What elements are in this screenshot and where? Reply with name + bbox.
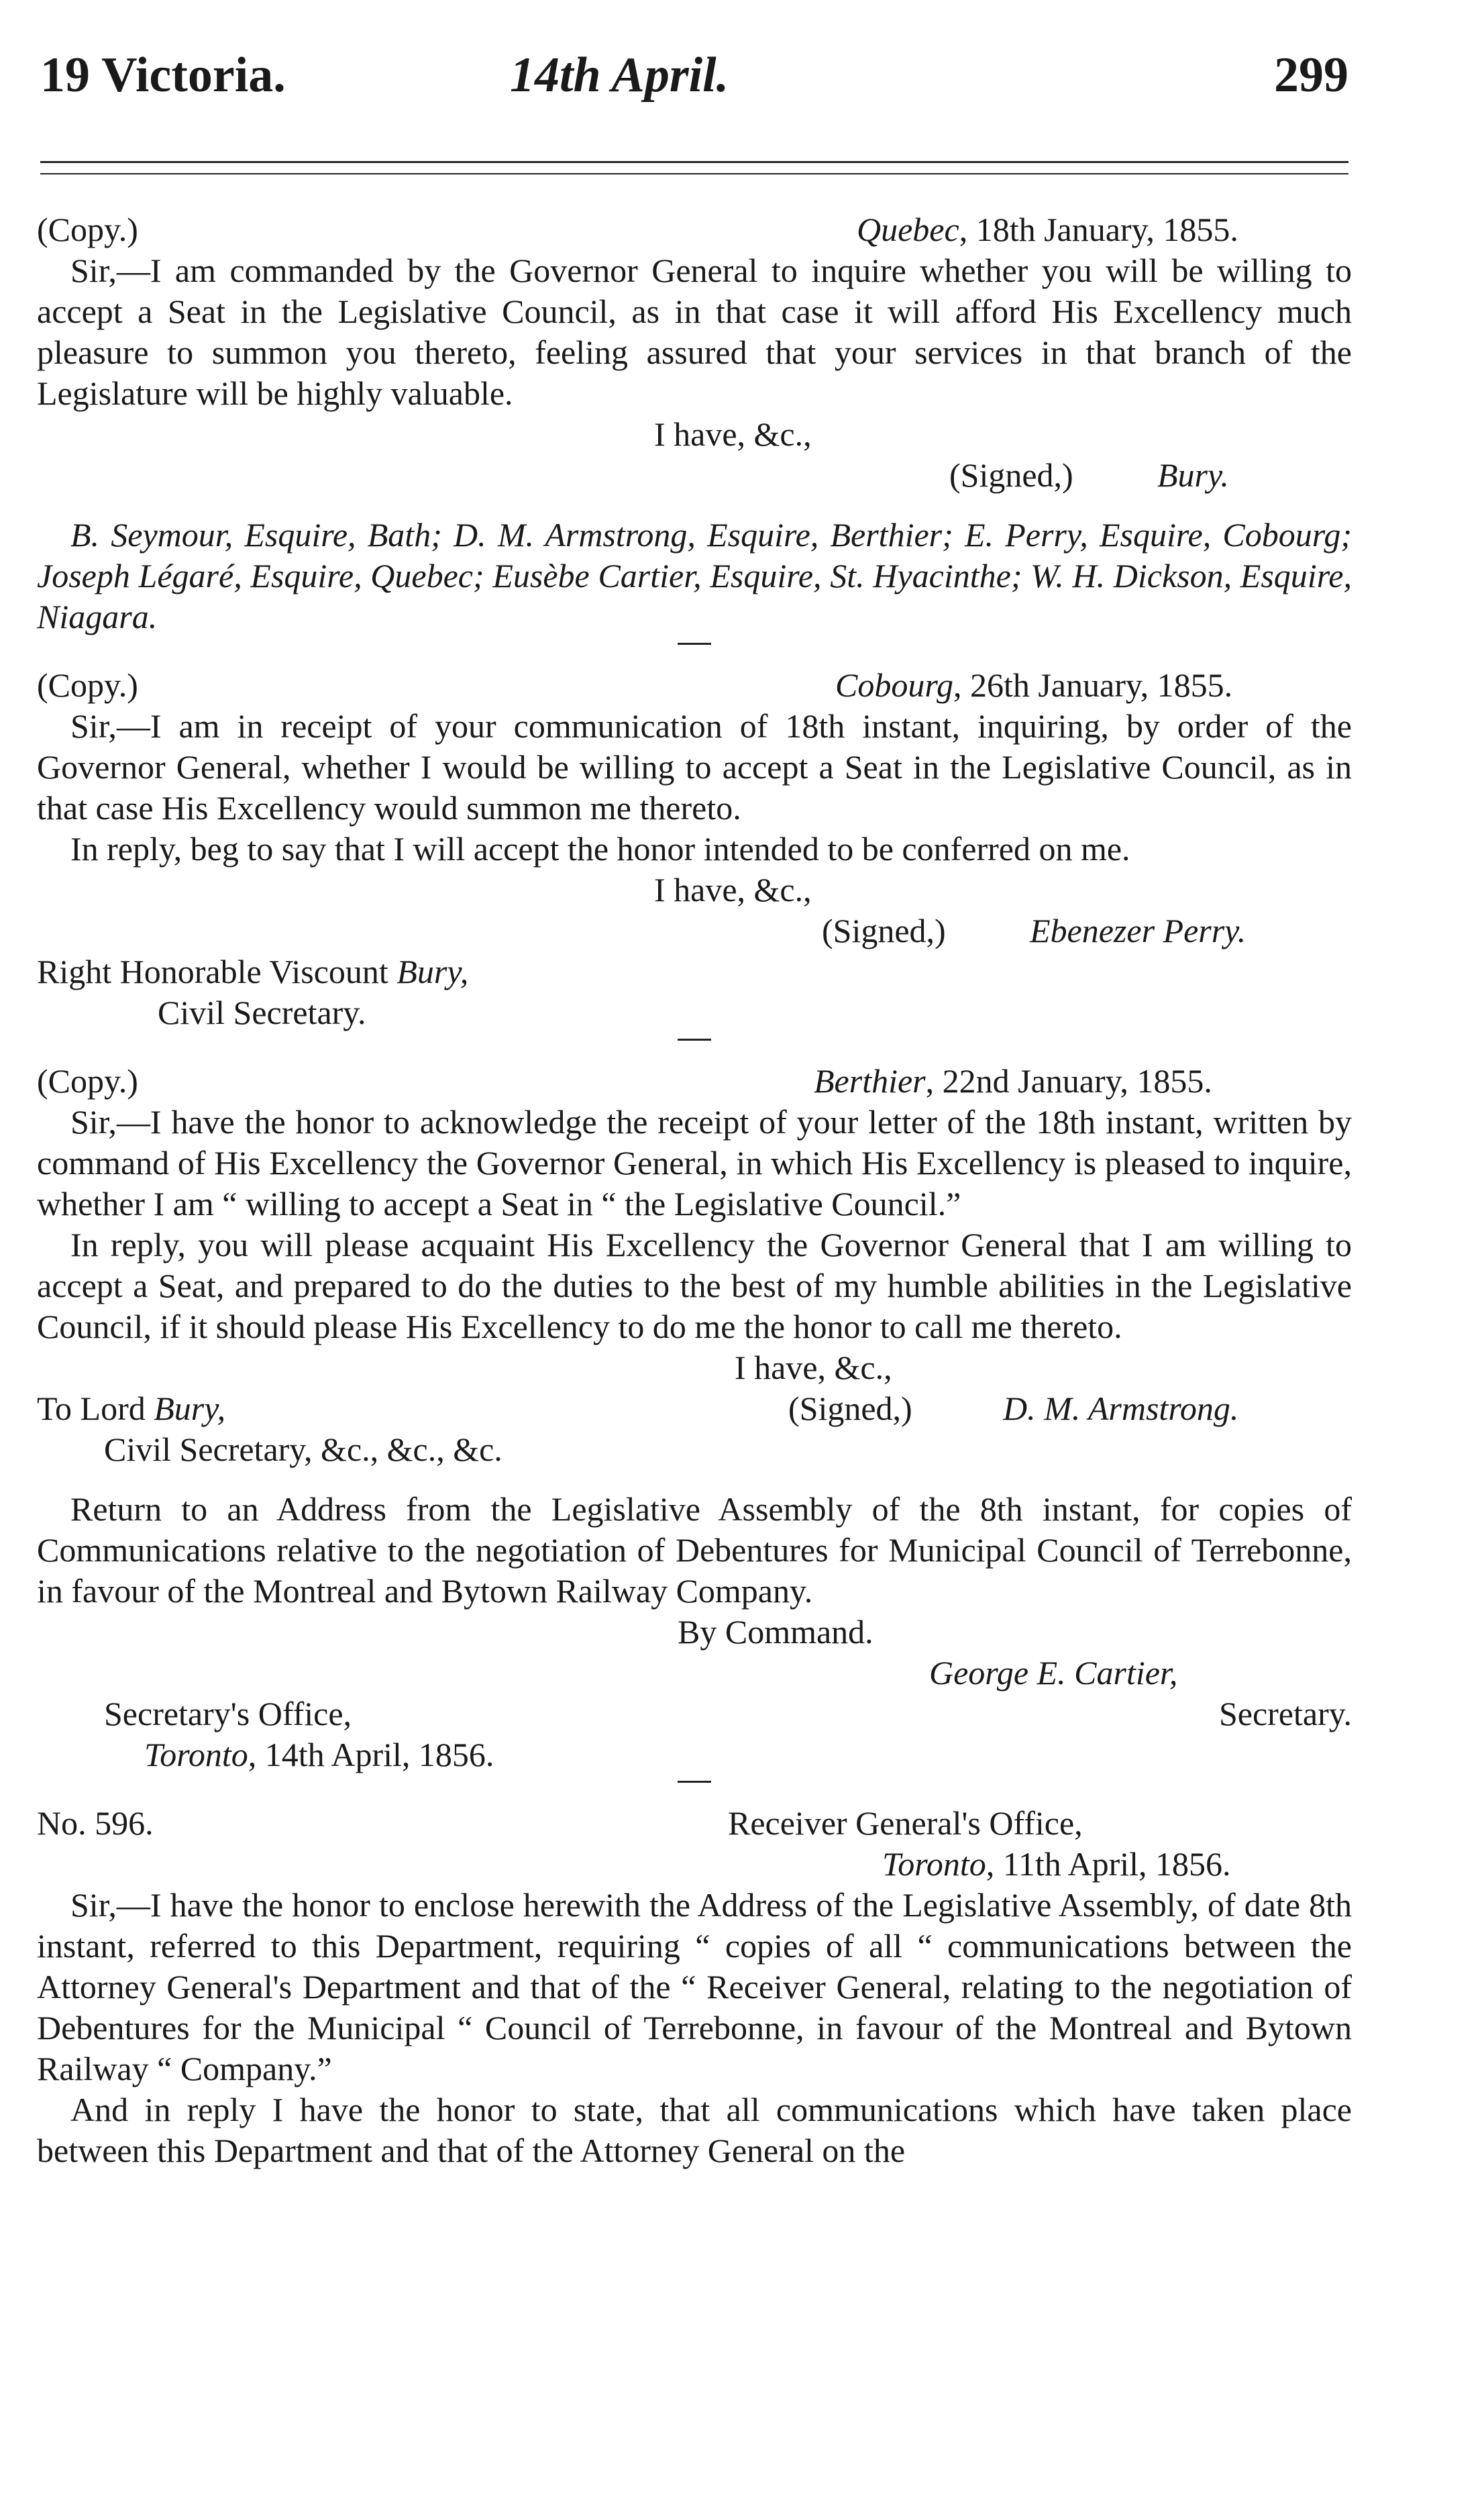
letter1-heading — [37, 209, 1352, 250]
letter2-signatory: Ebenezer Perry. — [1030, 912, 1247, 949]
letter4-reply: And in reply I have the honor to state, that all communications which have taken place between this Department and that of the Attorney General on the — [37, 2091, 1352, 2169]
secretarys-office: Secretary's Office, — [104, 1695, 352, 1732]
document-body — [37, 209, 1352, 2171]
letter3-body: Sir,—I have the honor to acknowledge the receipt of your letter of the 18th instant, written by command of His Excellency the Governor General, in which His Excellency is pleased to inquire, whether I am “ willing to accept a Seat in “ the Legislative Council.” — [37, 1103, 1352, 1223]
letter3-signed: (Signed,) — [788, 1390, 912, 1427]
page-header — [40, 47, 1348, 127]
section-divider — [678, 643, 711, 645]
letter3-to: To Lord Bury, — [37, 1390, 226, 1427]
copy-label: (Copy.) — [37, 1062, 138, 1100]
letter1-signatory: Bury. — [1157, 456, 1229, 494]
letter3-heading — [37, 1061, 1352, 1102]
letter1-signed: (Signed,) — [949, 456, 1073, 494]
letter2-closing: I have, &c., — [654, 871, 812, 908]
letter3-reply: In reply, you will please acquaint His Excellency the Governor General that I am willing to accept a Seat, and prepared to do the duties to the best of my humble abilities in the Legislative Council, if it should please His Excellency to do me the honor to call me thereto. — [37, 1226, 1352, 1345]
letter1-addressees: B. Seymour, Esquire, Bath; D. M. Armstrong, Esquire, Berthier; E. Perry, Esquire, Cobourg; Joseph Légaré, Esquire, Quebec; Eusèbe Cartier, Esquire, St. Hyacinthe; W. H. Dickson, Esquire, Niagara. — [37, 516, 1352, 635]
by-command: By Command. — [678, 1613, 873, 1651]
letter3-signatory: D. M. Armstrong. — [1003, 1390, 1239, 1427]
letter2-body: Sir,—I am in receipt of your communication of 18th instant, inquiring, by order of the Governor General, whether I would be willing to accept a Seat in the Legislative Council, as in that case His Excellency would summon me thereto. — [37, 707, 1352, 827]
letter2-dateline: Cobourg, 26th January, 1855. — [835, 666, 1233, 704]
letter2-heading — [37, 665, 1352, 706]
letter3-dateline: Berthier, 22nd January, 1855. — [814, 1062, 1212, 1100]
header-rule-secondary — [40, 173, 1348, 174]
return-signatory: George E. Cartier, — [929, 1654, 1178, 1692]
letter2-addressee-title: Civil Secretary. — [158, 994, 366, 1031]
letter1-closing: I have, &c., — [654, 415, 812, 453]
header-date: 14th April. — [510, 48, 729, 103]
section-divider — [678, 1781, 711, 1783]
letter4-body: Sir,—I have the honor to enclose herewith the Address of the Legislative Assembly, of date 8th instant, referred to this Department, requiring “ copies of all “ communications between the Attorney General's Department and that of the “ Receiver General, relating to the negotiation of Debentures for the Municipal “ Council of Terrebonne, in favour of the Montreal and Bytown Railway “ Company.” — [37, 1886, 1352, 2087]
office-dateline: Toronto, 14th April, 1856. — [144, 1736, 494, 1773]
letter-number: No. 596. — [37, 1804, 154, 1842]
letter1-body: Sir,—I am commanded by the Governor General to inquire whether you will be willing to accept a Seat in the Legislative Council, as in that case it will afford His Excellency much pleasure to summon you thereto, feeling assured that your services in that branch of the Legislature will be highly valuable. — [37, 252, 1352, 412]
letter1-dateline: Quebec, 18th January, 1855. — [857, 211, 1238, 248]
header-reign-year: 19 Victoria. — [40, 48, 286, 103]
secretary-title: Secretary. — [1218, 1695, 1352, 1732]
section-divider — [678, 1039, 711, 1041]
letter3-to-title: Civil Secretary, &c., &c., &c. — [104, 1431, 502, 1468]
letter2-signed: (Signed,) — [822, 912, 946, 949]
letter3-closing: I have, &c., — [735, 1349, 892, 1386]
header-rule — [40, 161, 1348, 163]
copy-label: (Copy.) — [37, 211, 138, 248]
page-number: 299 — [1274, 48, 1348, 103]
return-notice-body: Return to an Address from the Legislative Assembly of the 8th instant, for copies of Communications relative to the negotiation of Debentures for Municipal Council of Terrebonne, in favour of the Montreal and Bytown Railway Company. — [37, 1490, 1352, 1610]
letter2-reply: In reply, beg to say that I will accept the honor intended to be conferred on me. — [70, 830, 1130, 868]
letter4-dateline: Toronto, 11th April, 1856. — [882, 1845, 1231, 1883]
receiver-general-office: Receiver General's Office, — [728, 1804, 1083, 1842]
copy-label: (Copy.) — [37, 666, 138, 704]
letter2-addressee: Right Honorable Viscount Bury, — [37, 953, 469, 990]
